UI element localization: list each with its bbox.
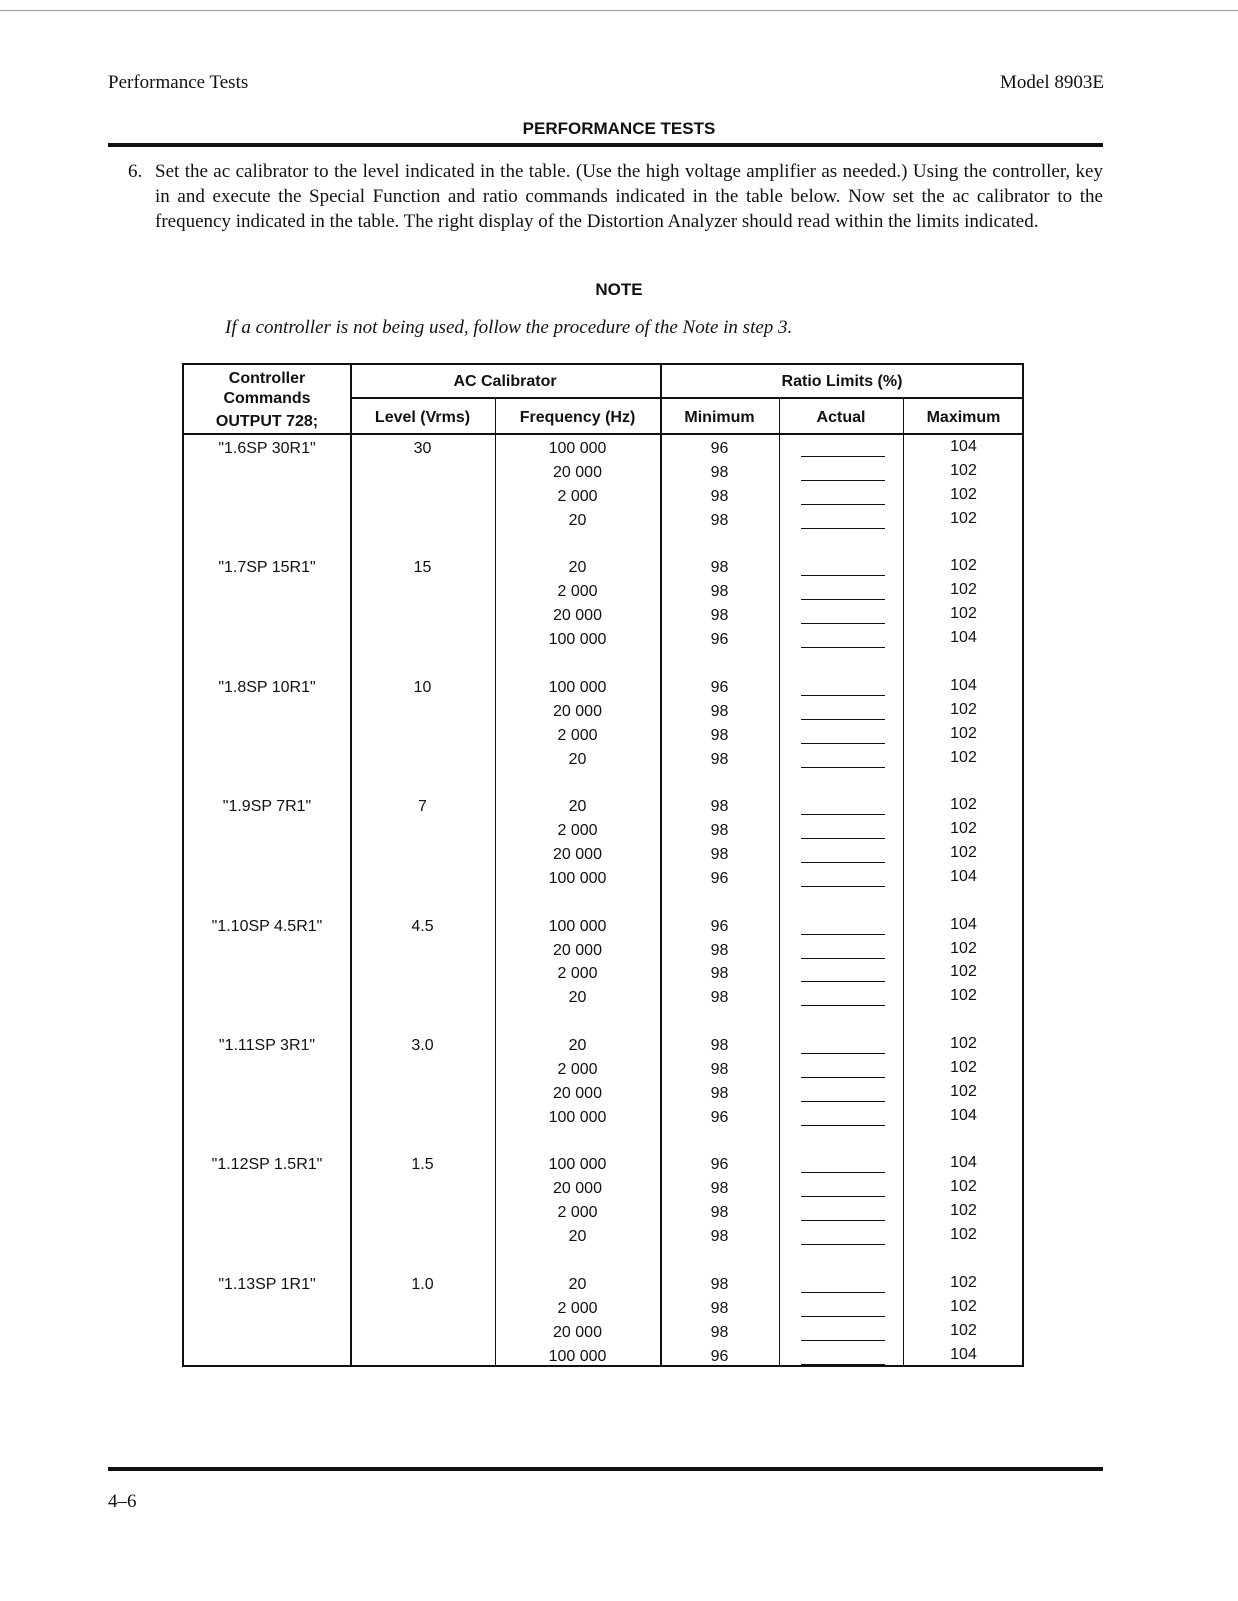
actual-entry-blank[interactable] bbox=[801, 1364, 885, 1365]
section-title: PERFORMANCE TESTS bbox=[522, 119, 716, 138]
minimum-value: 98 bbox=[710, 822, 729, 840]
footer-divider bbox=[108, 1467, 1103, 1471]
frequency-value: 20 bbox=[568, 1228, 587, 1246]
frequency-value: 20 000 bbox=[553, 1180, 602, 1198]
minimum-value: 98 bbox=[710, 941, 729, 959]
header-ratio-limits: Ratio Limits (%) bbox=[781, 373, 903, 390]
maximum-value: 102 bbox=[950, 605, 977, 623]
header-maximum: Maximum bbox=[926, 409, 1001, 426]
frequency-value: 2 000 bbox=[557, 965, 598, 983]
actual-entry-blank[interactable] bbox=[801, 743, 885, 744]
minimum-value: 98 bbox=[710, 1084, 729, 1102]
header-level: Level (Vrms) bbox=[374, 409, 471, 426]
actual-entry-blank[interactable] bbox=[801, 480, 885, 481]
actual-entry-blank[interactable] bbox=[801, 456, 885, 457]
actual-entry-blank[interactable] bbox=[801, 719, 885, 720]
frequency-value: 2 000 bbox=[557, 487, 598, 505]
header-controller-line1: Controller bbox=[228, 370, 306, 387]
frequency-value: 100 000 bbox=[548, 631, 607, 649]
note-text: If a controller is not being used, follow the procedure of the Note in step 3. bbox=[225, 317, 793, 338]
actual-entry-blank[interactable] bbox=[801, 981, 885, 982]
running-header-section: Performance Tests bbox=[108, 72, 249, 93]
section-divider bbox=[108, 143, 1103, 147]
maximum-value: 104 bbox=[950, 1345, 977, 1363]
frequency-value: 20 bbox=[568, 559, 587, 577]
maximum-value: 102 bbox=[950, 1297, 977, 1315]
frequency-value: 20 bbox=[568, 511, 587, 529]
maximum-value: 104 bbox=[950, 1106, 977, 1124]
frequency-value: 20 000 bbox=[553, 607, 602, 625]
actual-entry-blank[interactable] bbox=[801, 814, 885, 815]
actual-entry-blank[interactable] bbox=[801, 1053, 885, 1054]
level-vrms: 4.5 bbox=[411, 917, 434, 935]
minimum-value: 98 bbox=[710, 726, 729, 744]
level-vrms: 15 bbox=[413, 559, 432, 577]
actual-entry-blank[interactable] bbox=[801, 838, 885, 839]
header-frequency: Frequency (Hz) bbox=[519, 409, 636, 426]
step-number: 6. bbox=[128, 161, 143, 182]
controller-command: "1.8SP 10R1" bbox=[218, 678, 316, 696]
frequency-value: 2 000 bbox=[557, 726, 598, 744]
maximum-value: 102 bbox=[950, 1321, 977, 1339]
minimum-value: 96 bbox=[710, 631, 729, 649]
page-number: 4–6 bbox=[108, 1491, 137, 1512]
actual-entry-blank[interactable] bbox=[801, 528, 885, 529]
header-group-rule bbox=[350, 397, 1024, 399]
maximum-value: 102 bbox=[950, 987, 977, 1005]
controller-command: "1.13SP 1R1" bbox=[218, 1275, 316, 1293]
actual-entry-blank[interactable] bbox=[801, 934, 885, 935]
frequency-value: 20 000 bbox=[553, 702, 602, 720]
minimum-value: 96 bbox=[710, 1347, 729, 1365]
maximum-value: 102 bbox=[950, 1058, 977, 1076]
level-vrms: 1.5 bbox=[411, 1156, 434, 1174]
level-vrms: 30 bbox=[413, 440, 432, 457]
minimum-value: 98 bbox=[710, 463, 729, 481]
actual-entry-blank[interactable] bbox=[801, 886, 885, 887]
minimum-value: 98 bbox=[710, 1060, 729, 1078]
minimum-value: 98 bbox=[710, 846, 729, 863]
actual-entry-blank[interactable] bbox=[801, 623, 885, 624]
controller-command: "1.11SP 3R1" bbox=[218, 1037, 316, 1054]
maximum-value: 104 bbox=[950, 1154, 977, 1172]
minimum-value: 98 bbox=[710, 702, 729, 720]
frequency-value: 20 000 bbox=[553, 1323, 602, 1341]
frequency-value: 20 bbox=[568, 989, 587, 1007]
maximum-value: 104 bbox=[950, 629, 977, 647]
frequency-value: 100 000 bbox=[548, 1108, 607, 1126]
header-ac-calibrator: AC Calibrator bbox=[453, 373, 557, 390]
test-limits-table bbox=[182, 363, 1024, 1367]
header-controller bbox=[184, 369, 350, 432]
actual-entry-blank[interactable] bbox=[801, 647, 885, 648]
maximum-value: 102 bbox=[950, 509, 977, 527]
frequency-value: 2 000 bbox=[557, 583, 598, 601]
frequency-value: 2 000 bbox=[557, 1060, 598, 1078]
frequency-value: 20 000 bbox=[553, 463, 602, 481]
maximum-value: 102 bbox=[950, 844, 977, 861]
minimum-value: 98 bbox=[710, 1204, 729, 1222]
column-divider bbox=[779, 398, 780, 1365]
minimum-value: 96 bbox=[710, 1108, 729, 1126]
actual-entry-blank[interactable] bbox=[801, 1196, 885, 1197]
maximum-value: 102 bbox=[950, 1035, 977, 1052]
maximum-value: 102 bbox=[950, 1226, 977, 1244]
step-text: Set the ac calibrator to the level indicated in the table. (Use the high voltage amplifier as needed.) Using the controller, key in and execute the Special Function and ratio commands indicated in the table below. Now set the ac calibrator to the frequency indicated in the table. The right display of the Distortion Analyzer should read within the limits indicated. bbox=[155, 161, 1103, 232]
maximum-value: 102 bbox=[950, 700, 977, 718]
minimum-value: 98 bbox=[710, 1323, 729, 1341]
running-header-model: Model 8903E bbox=[1000, 72, 1104, 93]
header-minimum: Minimum bbox=[684, 409, 755, 426]
controller-command: "1.6SP 30R1" bbox=[218, 440, 316, 457]
maximum-value: 102 bbox=[950, 748, 977, 766]
actual-entry-blank[interactable] bbox=[801, 695, 885, 696]
column-divider bbox=[350, 365, 352, 1365]
frequency-value: 20 000 bbox=[553, 941, 602, 959]
frequency-value: 20 000 bbox=[553, 846, 602, 863]
frequency-value: 100 000 bbox=[548, 678, 607, 696]
actual-entry-blank[interactable] bbox=[801, 1244, 885, 1245]
frequency-value: 20 000 bbox=[553, 1084, 602, 1102]
frequency-value: 20 bbox=[568, 798, 587, 816]
header-bottom-rule bbox=[184, 433, 1024, 435]
header-controller-line2: Commands bbox=[223, 390, 311, 407]
level-vrms: 10 bbox=[413, 678, 432, 696]
maximum-value: 102 bbox=[950, 1082, 977, 1100]
minimum-value: 98 bbox=[710, 965, 729, 983]
controller-command: "1.12SP 1.5R1" bbox=[211, 1156, 323, 1174]
actual-entry-blank[interactable] bbox=[801, 1172, 885, 1173]
top-edge-rule bbox=[0, 10, 1238, 11]
note-title: NOTE bbox=[595, 280, 643, 299]
frequency-value: 100 000 bbox=[548, 917, 607, 935]
maximum-value: 104 bbox=[950, 867, 977, 885]
frequency-value: 2 000 bbox=[557, 1299, 598, 1317]
actual-entry-blank[interactable] bbox=[801, 1220, 885, 1221]
maximum-value: 102 bbox=[950, 1273, 977, 1291]
actual-entry-blank[interactable] bbox=[801, 1101, 885, 1102]
minimum-value: 98 bbox=[710, 989, 729, 1007]
actual-entry-blank[interactable] bbox=[801, 1292, 885, 1293]
minimum-value: 96 bbox=[710, 1156, 729, 1174]
minimum-value: 98 bbox=[710, 750, 729, 768]
frequency-value: 100 000 bbox=[548, 1156, 607, 1174]
maximum-value: 102 bbox=[950, 939, 977, 957]
minimum-value: 98 bbox=[710, 1180, 729, 1198]
minimum-value: 98 bbox=[710, 798, 729, 816]
controller-command: "1.9SP 7R1" bbox=[222, 798, 312, 816]
minimum-value: 98 bbox=[710, 487, 729, 505]
actual-entry-blank[interactable] bbox=[801, 958, 885, 959]
maximum-value: 102 bbox=[950, 485, 977, 503]
minimum-value: 98 bbox=[710, 511, 729, 529]
minimum-value: 98 bbox=[710, 583, 729, 601]
maximum-value: 104 bbox=[950, 915, 977, 933]
controller-command: "1.7SP 15R1" bbox=[218, 559, 316, 577]
minimum-value: 96 bbox=[710, 917, 729, 935]
maximum-value: 104 bbox=[950, 438, 977, 455]
actual-entry-blank[interactable] bbox=[801, 575, 885, 576]
actual-entry-blank[interactable] bbox=[801, 862, 885, 863]
actual-entry-blank[interactable] bbox=[801, 767, 885, 768]
actual-entry-blank[interactable] bbox=[801, 1316, 885, 1317]
minimum-value: 98 bbox=[710, 1299, 729, 1317]
controller-command: "1.10SP 4.5R1" bbox=[211, 917, 323, 935]
maximum-value: 102 bbox=[950, 1178, 977, 1196]
maximum-value: 102 bbox=[950, 1202, 977, 1220]
actual-entry-blank[interactable] bbox=[801, 504, 885, 505]
actual-entry-blank[interactable] bbox=[801, 599, 885, 600]
frequency-value: 2 000 bbox=[557, 1204, 598, 1222]
frequency-value: 20 bbox=[568, 1037, 587, 1054]
frequency-value: 20 bbox=[568, 1275, 587, 1293]
maximum-value: 102 bbox=[950, 820, 977, 838]
header-actual: Actual bbox=[816, 409, 866, 426]
level-vrms: 1.0 bbox=[411, 1275, 434, 1293]
maximum-value: 102 bbox=[950, 557, 977, 575]
frequency-value: 20 bbox=[568, 750, 587, 768]
minimum-value: 98 bbox=[710, 1275, 729, 1293]
maximum-value: 102 bbox=[950, 724, 977, 742]
actual-entry-blank[interactable] bbox=[801, 1125, 885, 1126]
minimum-value: 98 bbox=[710, 559, 729, 577]
frequency-value: 100 000 bbox=[548, 1347, 607, 1365]
minimum-value: 96 bbox=[710, 678, 729, 696]
level-vrms: 7 bbox=[418, 798, 427, 816]
actual-entry-blank[interactable] bbox=[801, 1005, 885, 1006]
header-controller-line3: OUTPUT 728; bbox=[215, 413, 319, 430]
level-vrms: 3.0 bbox=[411, 1037, 434, 1054]
frequency-value: 100 000 bbox=[548, 440, 607, 457]
minimum-value: 98 bbox=[710, 1228, 729, 1246]
actual-entry-blank[interactable] bbox=[801, 1077, 885, 1078]
minimum-value: 96 bbox=[710, 869, 729, 887]
maximum-value: 104 bbox=[950, 676, 977, 694]
minimum-value: 96 bbox=[710, 440, 729, 457]
maximum-value: 102 bbox=[950, 963, 977, 981]
minimum-value: 98 bbox=[710, 1037, 729, 1054]
maximum-value: 102 bbox=[950, 461, 977, 479]
frequency-value: 2 000 bbox=[557, 822, 598, 840]
maximum-value: 102 bbox=[950, 581, 977, 599]
minimum-value: 98 bbox=[710, 607, 729, 625]
maximum-value: 102 bbox=[950, 796, 977, 814]
frequency-value: 100 000 bbox=[548, 869, 607, 887]
actual-entry-blank[interactable] bbox=[801, 1340, 885, 1341]
